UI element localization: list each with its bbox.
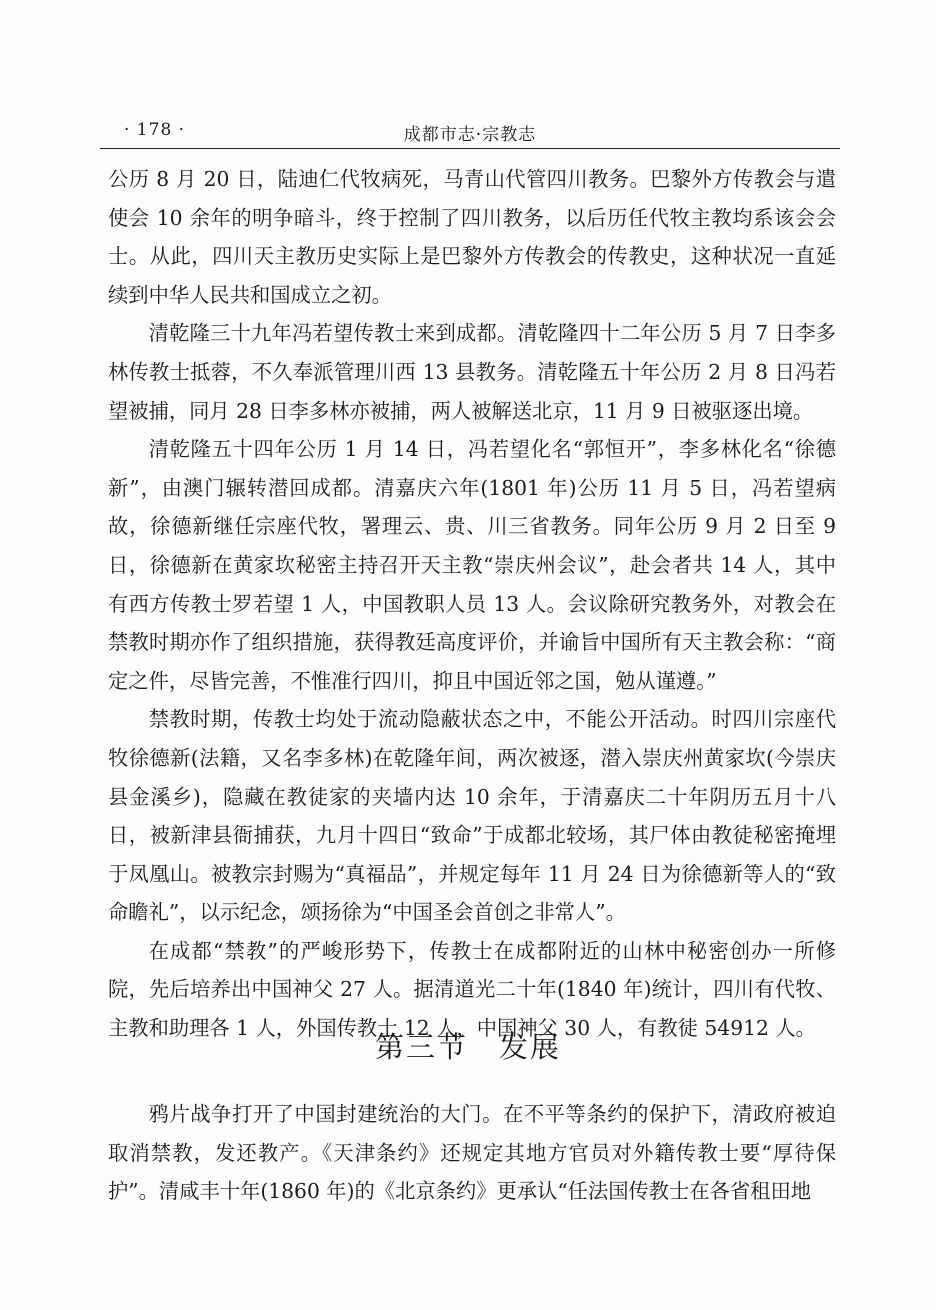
paragraph: 在成都“禁教”的严峻形势下，传教士在成都附近的山林中秘密创办一所修院，先后培养出中国神父 27 人。据清道光二十年(1840 年)统计，四川有代牧、主教和助理各 1 人，外国传教士 12 人，中国神父 30 人，有教徒 54912 人。 — [108, 938, 836, 1041]
running-title: 成都市志·宗教志 — [403, 125, 537, 145]
paragraph: 清乾隆三十九年冯若望传教士来到成都。清乾隆四十二年公历 5 月 7 日李多林传教士抵蓉，不久奉派管理川西 13 县教务。清乾隆五十年公历 2 月 8 日冯若望被捕，同月 28 日李多林亦被捕，两人被解送北京，11 月 9 日被驱逐出境。 — [108, 321, 836, 423]
header-rule — [100, 148, 840, 149]
paragraph: 禁教时期，传教士均处于流动隐蔽状态之中，不能公开活动。时四川宗座代牧徐德新(法籍，又名李多林)在乾隆年间，两次被逐，潜入崇庆州黄家坎(今崇庆县金溪乡)，隐藏在教徒家的夹墙内达 10 余年，于清嘉庆二十年阴历五月十八日，被新津县衙捕获，九月十四日“致命”于成都北较场，其尸体由教徒秘密掩埋于凤凰山。被教宗封赐为“真福品”，并规定每年 11 月 24 日为徐德新等人的“致命瞻礼”，以示纪念，颂扬徐为“中国圣会首创之非常人”。 — [108, 707, 836, 925]
page-header — [100, 112, 840, 146]
section-title: 第三节 发展 — [374, 1030, 561, 1064]
body-text-after — [108, 1095, 836, 1211]
paragraph: 鸦片战争打开了中国封建统治的大门。在不平等条约的保护下，清政府被迫取消禁教，发还教产。《天津条约》还规定其地方官员对外籍传教士要“厚待保护”。清咸丰十年(1860 年)的《北京条约》更承认“任法国传教士在各省租田地 — [108, 1102, 836, 1204]
page-number: · 178 · — [124, 120, 186, 140]
paragraph: 清乾隆五十四年公历 1 月 14 日，冯若望化名“郭恒开”，李多林化名“徐德新”，由澳门辗转潜回成都。清嘉庆六年(1801 年)公历 11 月 5 日，冯若望病故，徐德新继任宗座代牧，署理云、贵、川三省教务。同年公历 9 月 2 日至 9 日，徐德新在黄家坎秘密主持召开天主教“崇庆州会议”，赴会者共 14 人，其中有西方传教士罗若望 1 人，中国教职人员 13 人。会议除研究教务外，对教会在禁教时期亦作了组织措施，获得教廷高度评价，并谕旨中国所有天主教会称：“商定之件，尽皆完善，不惟准行四川，抑且中国近邻之国，勉从谨遵。” — [108, 437, 836, 693]
body-text-before — [108, 160, 836, 1048]
paragraph: 公历 8 月 20 日，陆迪仁代牧病死，马青山代管四川教务。巴黎外方传教会与遣使会 10 余年的明争暗斗，终于控制了四川教务，以后历任代牧主教均系该会会士。从此，四川天主教历史实际上是巴黎外方传教会的传教史，这种状况一直延续到中华人民共和国成立之初。 — [108, 167, 836, 307]
